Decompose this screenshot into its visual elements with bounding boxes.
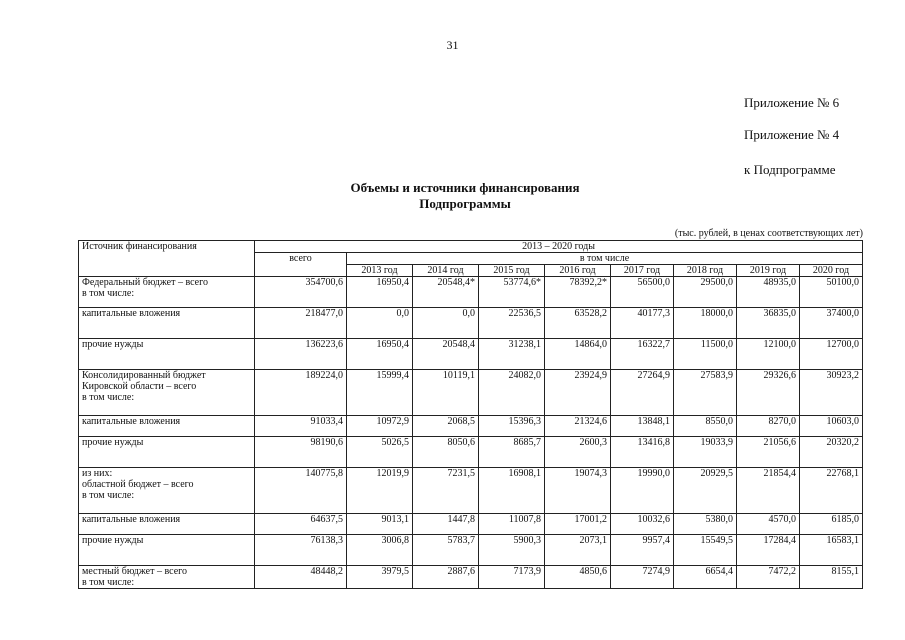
cell-total: 48448,2: [255, 566, 347, 589]
cell-year-value: 5900,3: [479, 535, 545, 566]
cell-total: 136223,6: [255, 339, 347, 370]
cell-year-value: 5380,0: [674, 514, 737, 535]
cell-year-value: 10119,1: [413, 370, 479, 416]
appendix-line-2: Приложение № 4: [744, 127, 840, 142]
cell-year-value: 0,0: [347, 308, 413, 339]
cell-year-value: 21854,4: [737, 468, 800, 514]
cell-year-value: 19990,0: [611, 468, 674, 514]
cell-year-value: 4570,0: [737, 514, 800, 535]
header-year: 2020 год: [800, 265, 863, 277]
table-row: [79, 339, 863, 370]
cell-year-value: 18000,0: [674, 308, 737, 339]
cell-year-value: 11500,0: [674, 339, 737, 370]
cell-year-value: 29500,0: [674, 277, 737, 308]
cell-year-value: 22536,5: [479, 308, 545, 339]
table-row: [79, 416, 863, 437]
cell-total: 140775,8: [255, 468, 347, 514]
cell-year-value: 36835,0: [737, 308, 800, 339]
cell-year-value: 12700,0: [800, 339, 863, 370]
title-line-2: Подпрограммы: [419, 196, 511, 211]
cell-total: 76138,3: [255, 535, 347, 566]
header-total: всего: [255, 253, 347, 277]
table-row: [79, 370, 863, 416]
row-label: прочие нужды: [79, 535, 255, 566]
cell-year-value: 12019,9: [347, 468, 413, 514]
row-label: Федеральный бюджет – всего в том числе:: [79, 277, 255, 308]
cell-year-value: 15396,3: [479, 416, 545, 437]
cell-year-value: 22768,1: [800, 468, 863, 514]
cell-year-value: 20548,4*: [413, 277, 479, 308]
cell-year-value: 63528,2: [545, 308, 611, 339]
cell-year-value: 40177,3: [611, 308, 674, 339]
cell-year-value: 78392,2*: [545, 277, 611, 308]
header-year: 2013 год: [347, 265, 413, 277]
header-year: 2016 год: [545, 265, 611, 277]
appendix-line-3: к Подпрограмме: [744, 162, 836, 177]
cell-year-value: 9957,4: [611, 535, 674, 566]
cell-year-value: 16583,1: [800, 535, 863, 566]
cell-total: 98190,6: [255, 437, 347, 468]
cell-year-value: 19074,3: [545, 468, 611, 514]
cell-year-value: 24082,0: [479, 370, 545, 416]
cell-year-value: 13848,1: [611, 416, 674, 437]
cell-year-value: 2887,6: [413, 566, 479, 589]
header-in-that-number: в том числе: [347, 253, 863, 265]
table-row: [79, 535, 863, 566]
cell-total: 189224,0: [255, 370, 347, 416]
cell-year-value: 14864,0: [545, 339, 611, 370]
cell-year-value: 10972,9: [347, 416, 413, 437]
row-label: прочие нужды: [79, 437, 255, 468]
cell-year-value: 31238,1: [479, 339, 545, 370]
cell-year-value: 2600,3: [545, 437, 611, 468]
cell-total: 354700,6: [255, 277, 347, 308]
header-period: 2013 – 2020 годы: [255, 241, 863, 253]
cell-year-value: 50100,0: [800, 277, 863, 308]
cell-year-value: 30923,2: [800, 370, 863, 416]
table-row: [79, 277, 863, 308]
cell-year-value: 8270,0: [737, 416, 800, 437]
page-number: 31: [446, 38, 459, 52]
cell-year-value: 3979,5: [347, 566, 413, 589]
cell-year-value: 12100,0: [737, 339, 800, 370]
cell-year-value: 21324,6: [545, 416, 611, 437]
cell-year-value: 8050,6: [413, 437, 479, 468]
cell-year-value: 8155,1: [800, 566, 863, 589]
cell-year-value: 11007,8: [479, 514, 545, 535]
cell-year-value: 10032,6: [611, 514, 674, 535]
header-year: 2018 год: [674, 265, 737, 277]
cell-total: 64637,5: [255, 514, 347, 535]
cell-year-value: 3006,8: [347, 535, 413, 566]
cell-total: 218477,0: [255, 308, 347, 339]
cell-year-value: 0,0: [413, 308, 479, 339]
cell-year-value: 27583,9: [674, 370, 737, 416]
cell-year-value: 4850,6: [545, 566, 611, 589]
cell-year-value: 53774,6*: [479, 277, 545, 308]
cell-year-value: 16908,1: [479, 468, 545, 514]
table-row: [79, 437, 863, 468]
cell-year-value: 7231,5: [413, 468, 479, 514]
cell-year-value: 20929,5: [674, 468, 737, 514]
cell-year-value: 15999,4: [347, 370, 413, 416]
cell-year-value: 17001,2: [545, 514, 611, 535]
cell-year-value: 1447,8: [413, 514, 479, 535]
cell-year-value: 7472,2: [737, 566, 800, 589]
cell-year-value: 6654,4: [674, 566, 737, 589]
header-source: Источник финансирования: [79, 241, 255, 277]
cell-year-value: 16322,7: [611, 339, 674, 370]
cell-year-value: 15549,5: [674, 535, 737, 566]
table-row: [79, 566, 863, 589]
title-line-1: Объемы и источники финансирования: [350, 180, 580, 195]
cell-year-value: 21056,6: [737, 437, 800, 468]
row-label: капитальные вложения: [79, 308, 255, 339]
cell-year-value: 7173,9: [479, 566, 545, 589]
cell-year-value: 23924,9: [545, 370, 611, 416]
cell-year-value: 2073,1: [545, 535, 611, 566]
cell-year-value: 37400,0: [800, 308, 863, 339]
cell-year-value: 9013,1: [347, 514, 413, 535]
header-year: 2014 год: [413, 265, 479, 277]
row-label: Консолидированный бюджет Кировской области – всего в том числе:: [79, 370, 255, 416]
cell-year-value: 48935,0: [737, 277, 800, 308]
row-label: из них: областной бюджет – всего в том числе:: [79, 468, 255, 514]
header-year: 2017 год: [611, 265, 674, 277]
cell-year-value: 10603,0: [800, 416, 863, 437]
cell-year-value: 5026,5: [347, 437, 413, 468]
cell-year-value: 7274,9: [611, 566, 674, 589]
document-title: [250, 180, 680, 212]
cell-year-value: 56500,0: [611, 277, 674, 308]
units-note: (тыс. рублей, в ценах соответствующих лет): [674, 228, 863, 239]
row-label: капитальные вложения: [79, 514, 255, 535]
cell-year-value: 16950,4: [347, 339, 413, 370]
cell-year-value: 8550,0: [674, 416, 737, 437]
cell-year-value: 2068,5: [413, 416, 479, 437]
cell-year-value: 13416,8: [611, 437, 674, 468]
header-year: 2015 год: [479, 265, 545, 277]
cell-year-value: 16950,4: [347, 277, 413, 308]
cell-year-value: 17284,4: [737, 535, 800, 566]
table-row: [79, 514, 863, 535]
row-label: местный бюджет – всего в том числе:: [79, 566, 255, 589]
row-label: прочие нужды: [79, 339, 255, 370]
cell-year-value: 20320,2: [800, 437, 863, 468]
appendix-line-1: Приложение № 6: [744, 95, 840, 110]
cell-year-value: 6185,0: [800, 514, 863, 535]
row-label: капитальные вложения: [79, 416, 255, 437]
header-year: 2019 год: [737, 265, 800, 277]
cell-year-value: 5783,7: [413, 535, 479, 566]
table-row: [79, 308, 863, 339]
cell-year-value: 29326,6: [737, 370, 800, 416]
cell-year-value: 20548,4: [413, 339, 479, 370]
cell-year-value: 8685,7: [479, 437, 545, 468]
table-row: [79, 468, 863, 514]
cell-year-value: 19033,9: [674, 437, 737, 468]
cell-total: 91033,4: [255, 416, 347, 437]
cell-year-value: 27264,9: [611, 370, 674, 416]
financing-table: [78, 240, 863, 589]
